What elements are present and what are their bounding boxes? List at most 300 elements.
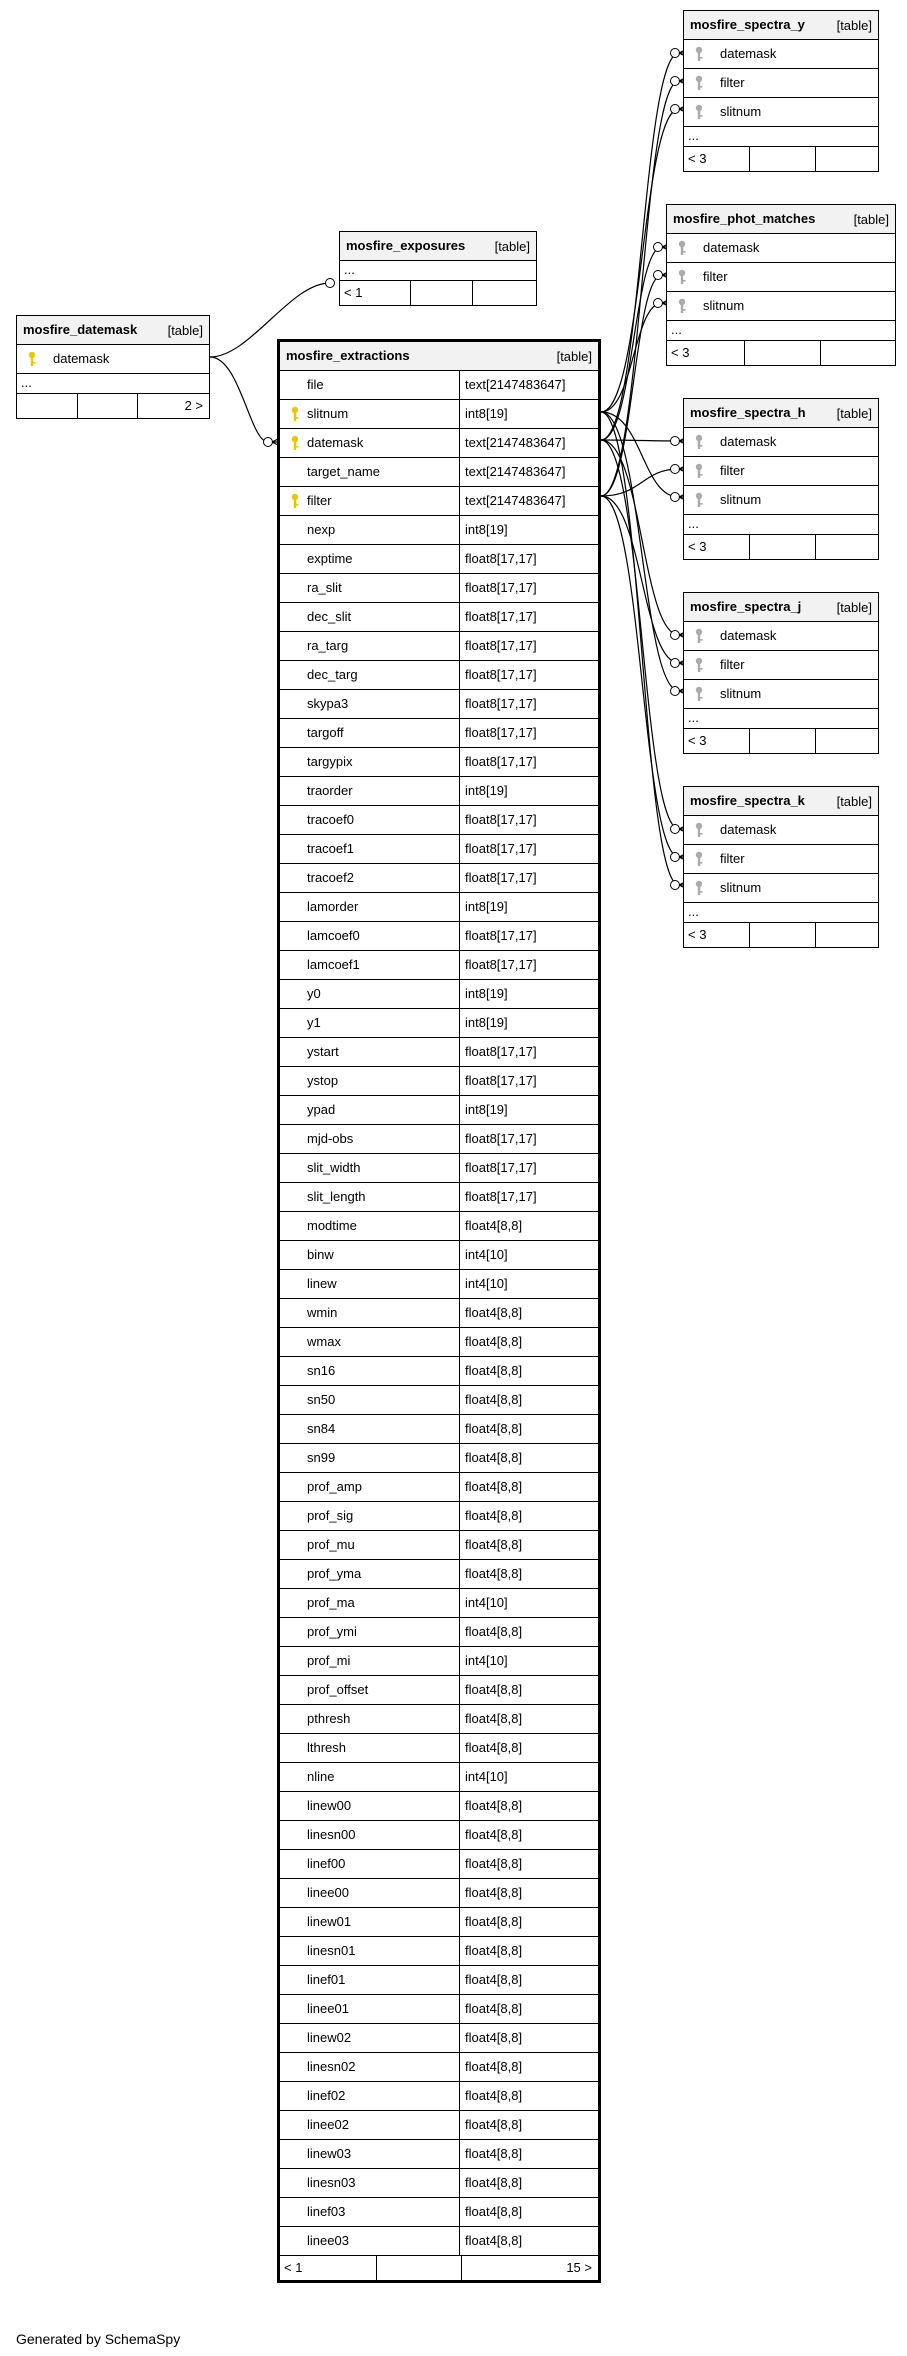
column-row[interactable] [280, 2198, 598, 2227]
more-columns [667, 321, 895, 341]
column-type: float8[17,17] [465, 609, 537, 624]
column-name: linew00 [307, 1798, 352, 1813]
column-name: target_name [307, 464, 380, 479]
table-mosfire-spectra-j[interactable] [683, 592, 879, 754]
optional-marker [264, 438, 273, 447]
column-type: int8[19] [465, 406, 508, 421]
column-row[interactable] [280, 951, 598, 980]
generated-by-footer: Generated by SchemaSpy [16, 2331, 181, 2347]
column-row[interactable] [280, 748, 598, 777]
column-type: float4[8,8] [465, 1421, 523, 1436]
column-name: linef00 [307, 1856, 346, 1871]
table-mosfire-spectra-k[interactable] [683, 786, 879, 948]
column-type: float8[17,17] [465, 928, 537, 943]
column-row[interactable] [280, 1328, 598, 1357]
column-row[interactable] [280, 1502, 598, 1531]
column-name: datemask [720, 434, 777, 449]
foreign-key-icon [693, 851, 705, 867]
optional-marker [654, 299, 663, 308]
column-type: float8[17,17] [465, 1044, 537, 1059]
column-name: ra_targ [307, 638, 349, 653]
column-name: prof_sig [307, 1508, 354, 1523]
relationship-line [601, 440, 679, 441]
column-name: linef02 [307, 2088, 346, 2103]
column-type: float4[8,8] [465, 2117, 523, 2132]
more-columns [684, 515, 878, 535]
column-row[interactable] [684, 40, 878, 69]
column-name: slit_width [307, 1160, 361, 1175]
column-name: prof_mu [307, 1537, 355, 1552]
column-type: int8[19] [465, 522, 508, 537]
column-row[interactable] [280, 545, 598, 574]
column-name: slitnum [307, 406, 349, 421]
column-row[interactable] [280, 1618, 598, 1647]
column-name: slitnum [720, 880, 762, 895]
table-header [667, 205, 895, 234]
optional-marker [326, 279, 335, 288]
column-name: y1 [307, 1015, 321, 1030]
foreign-key-icon [693, 492, 705, 508]
column-name: tracoef1 [307, 841, 354, 856]
table-mosfire-exposures[interactable] [339, 231, 537, 306]
column-row[interactable] [667, 234, 895, 263]
column-name: modtime [307, 1218, 357, 1233]
column-type: int4[10] [465, 1769, 508, 1784]
column-type: int8[19] [465, 783, 508, 798]
foreign-key-icon [676, 269, 688, 285]
table-kind: [table] [836, 18, 872, 33]
column-name: linew01 [307, 1914, 352, 1929]
column-row[interactable] [280, 1183, 598, 1212]
table-kind: [table] [853, 212, 889, 227]
column-type: float8[17,17] [465, 1073, 537, 1088]
more-columns [684, 127, 878, 147]
table-footer [17, 394, 209, 418]
column-name: ystop [307, 1073, 339, 1088]
more-columns [684, 709, 878, 729]
column-type: float8[17,17] [465, 870, 537, 885]
column-row[interactable] [280, 835, 598, 864]
column-type: float8[17,17] [465, 1131, 537, 1146]
table-header [684, 11, 878, 40]
column-row[interactable] [280, 806, 598, 835]
column-row[interactable] [280, 1734, 598, 1763]
relationship-line [601, 496, 679, 663]
optional-marker [654, 243, 663, 252]
column-row[interactable] [684, 98, 878, 127]
column-row[interactable] [684, 874, 878, 903]
column-name: prof_amp [307, 1479, 362, 1494]
column-name: nexp [307, 522, 336, 537]
column-row[interactable] [684, 457, 878, 486]
column-name: skypa3 [307, 696, 349, 711]
column-row[interactable] [280, 429, 598, 458]
ellipsis-text: ... [344, 262, 355, 277]
optional-marker [671, 493, 680, 502]
column-type: float4[8,8] [465, 2088, 523, 2103]
column-row[interactable] [280, 400, 598, 429]
column-type: float4[8,8] [465, 1885, 523, 1900]
column-type: int4[10] [465, 1247, 508, 1262]
column-row[interactable] [280, 632, 598, 661]
column-type: float4[8,8] [465, 2175, 523, 2190]
column-row[interactable] [280, 2140, 598, 2169]
column-row[interactable] [280, 1473, 598, 1502]
column-row[interactable] [684, 816, 878, 845]
column-type: float8[17,17] [465, 696, 537, 711]
foreign-key-icon [693, 628, 705, 644]
column-type: float8[17,17] [465, 754, 537, 769]
column-row[interactable] [280, 1560, 598, 1589]
column-row[interactable] [280, 864, 598, 893]
column-row[interactable] [280, 1357, 598, 1386]
ellipsis-text: ... [671, 322, 682, 337]
column-row[interactable] [280, 2024, 598, 2053]
foreign-key-icon [676, 298, 688, 314]
column-row[interactable] [280, 2111, 598, 2140]
column-row[interactable] [280, 1212, 598, 1241]
parent-count: < 3 [688, 927, 707, 942]
ellipsis-text: ... [688, 128, 699, 143]
column-type: float8[17,17] [465, 1189, 537, 1204]
column-row[interactable] [280, 661, 598, 690]
column-name: linee00 [307, 1885, 349, 1900]
column-type: float4[8,8] [465, 1450, 523, 1465]
column-row[interactable] [684, 622, 878, 651]
column-row[interactable] [684, 428, 878, 457]
column-row[interactable] [280, 1995, 598, 2024]
table-kind: [table] [494, 239, 530, 254]
column-name: slitnum [720, 686, 762, 701]
column-name: tracoef2 [307, 870, 354, 885]
optional-marker [671, 465, 680, 474]
column-name: datemask [720, 46, 777, 61]
column-row[interactable] [280, 690, 598, 719]
column-name: targoff [307, 725, 344, 740]
column-row[interactable] [667, 263, 895, 292]
column-name: filter [720, 657, 745, 672]
table-kind: [table] [167, 323, 203, 338]
column-type: float8[17,17] [465, 841, 537, 856]
column-type: float4[8,8] [465, 1566, 523, 1581]
relationship-line [210, 357, 268, 442]
column-name: nline [307, 1769, 335, 1784]
column-row[interactable] [280, 516, 598, 545]
table-footer [340, 281, 536, 305]
foreign-key-icon [693, 880, 705, 896]
column-row[interactable] [280, 1270, 598, 1299]
column-type: float8[17,17] [465, 957, 537, 972]
column-type: float4[8,8] [465, 1508, 523, 1523]
column-row[interactable] [280, 1096, 598, 1125]
column-row[interactable] [280, 2082, 598, 2111]
table-footer [684, 923, 878, 947]
column-type: float4[8,8] [465, 1856, 523, 1871]
column-name: wmin [307, 1305, 338, 1320]
table-footer [684, 535, 878, 559]
column-type: float4[8,8] [465, 1537, 523, 1552]
table-name: mosfire_spectra_k [690, 793, 805, 808]
column-type: float4[8,8] [465, 1711, 523, 1726]
column-name: dec_slit [307, 609, 352, 624]
column-name: datemask [307, 435, 364, 450]
column-type: float4[8,8] [465, 1363, 523, 1378]
column-name: traorder [307, 783, 353, 798]
column-name: pthresh [307, 1711, 351, 1726]
column-type: float4[8,8] [465, 1682, 523, 1697]
column-type: float4[8,8] [465, 2059, 523, 2074]
foreign-key-icon [693, 434, 705, 450]
column-name: linew02 [307, 2030, 352, 2045]
ellipsis-text: ... [688, 904, 699, 919]
column-row[interactable] [280, 2169, 598, 2198]
column-name: linee02 [307, 2117, 349, 2132]
column-name: mjd-obs [307, 1131, 354, 1146]
column-row[interactable] [280, 1908, 598, 1937]
column-row[interactable] [684, 680, 878, 709]
column-row[interactable] [280, 1038, 598, 1067]
table-name: mosfire_exposures [346, 238, 466, 253]
column-type: int4[10] [465, 1595, 508, 1610]
relationship-line [601, 496, 679, 857]
table-mosfire-datemask[interactable] [16, 315, 210, 419]
column-type: float4[8,8] [465, 1624, 523, 1639]
table-kind: [table] [556, 349, 592, 364]
column-type: float4[8,8] [465, 1798, 523, 1813]
more-columns [684, 903, 878, 923]
table-kind: [table] [836, 600, 872, 615]
column-type: float8[17,17] [465, 1160, 537, 1175]
column-row[interactable] [280, 1937, 598, 1966]
table-kind: [table] [836, 794, 872, 809]
column-row[interactable] [280, 922, 598, 951]
column-type: int4[10] [465, 1276, 508, 1291]
table-kind: [table] [836, 406, 872, 421]
column-name: datemask [720, 628, 777, 643]
column-type: float8[17,17] [465, 725, 537, 740]
column-name: prof_mi [307, 1653, 351, 1668]
table-name: mosfire_datemask [23, 322, 138, 337]
optional-marker [671, 437, 680, 446]
optional-marker [671, 631, 680, 640]
table-header [340, 232, 536, 261]
column-type: float4[8,8] [465, 1392, 523, 1407]
parent-count: < 3 [688, 733, 707, 748]
optional-marker [671, 659, 680, 668]
column-name: exptime [307, 551, 353, 566]
column-name: file [307, 377, 324, 392]
table-header [684, 399, 878, 428]
optional-marker [671, 825, 680, 834]
column-type: float4[8,8] [465, 1740, 523, 1755]
column-row[interactable] [280, 2053, 598, 2082]
column-name: slit_length [307, 1189, 366, 1204]
relationship-line [601, 412, 679, 691]
parent-count: < 1 [344, 285, 363, 300]
column-name: y0 [307, 986, 321, 1001]
table-name: mosfire_extractions [286, 348, 410, 363]
column-type: int8[19] [465, 986, 508, 1001]
column-name: linesn02 [307, 2059, 356, 2074]
table-header [684, 593, 878, 622]
column-type: text[2147483647] [465, 377, 566, 392]
column-row[interactable] [280, 603, 598, 632]
column-name: filter [720, 851, 745, 866]
foreign-key-icon [693, 463, 705, 479]
table-header [684, 787, 878, 816]
column-name: tracoef0 [307, 812, 354, 827]
column-row[interactable] [280, 1009, 598, 1038]
column-row[interactable] [280, 777, 598, 806]
column-type: float4[8,8] [465, 1218, 523, 1233]
foreign-key-icon [693, 822, 705, 838]
parent-count: < 1 [284, 2260, 303, 2275]
table-mosfire-extractions[interactable] [277, 339, 601, 2283]
column-name: linef03 [307, 2204, 346, 2219]
table-header [17, 316, 209, 345]
column-row[interactable] [280, 1647, 598, 1676]
table-name: mosfire_spectra_y [690, 17, 805, 32]
column-name: slitnum [720, 104, 762, 119]
column-name: prof_ymi [307, 1624, 357, 1639]
column-row[interactable] [280, 2227, 598, 2256]
column-row[interactable] [280, 1763, 598, 1792]
column-row[interactable] [280, 1850, 598, 1879]
ellipsis-text: ... [21, 375, 32, 390]
column-row[interactable] [280, 1299, 598, 1328]
column-type: float4[8,8] [465, 2204, 523, 2219]
table-mosfire-spectra-y[interactable] [683, 10, 879, 172]
column-name: slitnum [703, 298, 745, 313]
column-type: float4[8,8] [465, 2030, 523, 2045]
column-type: float4[8,8] [465, 1334, 523, 1349]
column-row[interactable] [280, 1125, 598, 1154]
column-row[interactable] [280, 1386, 598, 1415]
foreign-key-icon [676, 240, 688, 256]
column-type: float4[8,8] [465, 2233, 523, 2248]
column-type: float4[8,8] [465, 1479, 523, 1494]
column-name: filter [703, 269, 728, 284]
column-name: prof_ma [307, 1595, 355, 1610]
column-type: float8[17,17] [465, 667, 537, 682]
primary-key-icon [26, 351, 38, 367]
column-type: int8[19] [465, 1102, 508, 1117]
column-name: lamcoef0 [307, 928, 360, 943]
column-row[interactable] [684, 845, 878, 874]
column-row[interactable] [280, 1705, 598, 1734]
column-row[interactable] [684, 651, 878, 680]
column-row[interactable] [280, 458, 598, 487]
column-row[interactable] [684, 69, 878, 98]
ellipsis-text: ... [688, 710, 699, 725]
column-row[interactable] [280, 1154, 598, 1183]
column-row[interactable] [684, 486, 878, 515]
column-name: slitnum [720, 492, 762, 507]
table-mosfire-phot-matches[interactable] [666, 204, 896, 366]
column-name: sn99 [307, 1450, 336, 1465]
optional-marker [671, 49, 680, 58]
column-row[interactable] [280, 1589, 598, 1618]
column-type: float4[8,8] [465, 1914, 523, 1929]
column-row[interactable] [280, 1444, 598, 1473]
column-row[interactable] [280, 1966, 598, 1995]
foreign-key-icon [693, 46, 705, 62]
column-name: filter [720, 463, 745, 478]
column-type: float8[17,17] [465, 638, 537, 653]
column-name: linee03 [307, 2233, 349, 2248]
column-type: float8[17,17] [465, 551, 537, 566]
column-name: wmax [307, 1334, 341, 1349]
more-columns [17, 374, 209, 394]
parent-count: < 3 [688, 151, 707, 166]
foreign-key-icon [693, 686, 705, 702]
optional-marker [671, 77, 680, 86]
column-row[interactable] [280, 574, 598, 603]
column-row[interactable] [280, 1241, 598, 1270]
column-row[interactable] [17, 345, 209, 374]
column-type: float4[8,8] [465, 1827, 523, 1842]
column-type: float4[8,8] [465, 1972, 523, 1987]
column-row[interactable] [280, 371, 598, 400]
column-name: linef01 [307, 1972, 346, 1987]
column-row[interactable] [280, 893, 598, 922]
parent-count: < 3 [671, 345, 690, 360]
column-name: ra_slit [307, 580, 342, 595]
column-name: sn16 [307, 1363, 336, 1378]
column-name: ypad [307, 1102, 336, 1117]
column-name: targypix [307, 754, 353, 769]
column-row[interactable] [280, 1821, 598, 1850]
parent-count: < 3 [688, 539, 707, 554]
column-name: dec_targ [307, 667, 358, 682]
ellipsis-text: ... [688, 516, 699, 531]
table-mosfire-spectra-h[interactable] [683, 398, 879, 560]
column-name: lthresh [307, 1740, 347, 1755]
column-type: text[2147483647] [465, 464, 566, 479]
key-icon [289, 435, 301, 451]
column-row[interactable] [667, 292, 895, 321]
column-row[interactable] [280, 1676, 598, 1705]
column-row[interactable] [280, 1879, 598, 1908]
column-type: float8[17,17] [465, 580, 537, 595]
column-name: sn84 [307, 1421, 336, 1436]
table-footer [684, 147, 878, 171]
key-icon [289, 493, 301, 509]
column-type: int8[19] [465, 899, 508, 914]
column-row[interactable] [280, 719, 598, 748]
column-row[interactable] [280, 1531, 598, 1560]
column-row[interactable] [280, 980, 598, 1009]
column-name: filter [720, 75, 745, 90]
column-row[interactable] [280, 1067, 598, 1096]
child-count: 15 > [566, 2260, 592, 2275]
relationship-line [601, 247, 662, 440]
column-row[interactable] [280, 1792, 598, 1821]
column-type: float4[8,8] [465, 1305, 523, 1320]
column-name: ystart [307, 1044, 339, 1059]
foreign-key-icon [693, 657, 705, 673]
column-name: linesn03 [307, 2175, 356, 2190]
column-row[interactable] [280, 1415, 598, 1444]
column-type: text[2147483647] [465, 435, 566, 450]
column-type: text[2147483647] [465, 493, 566, 508]
column-name: datemask [53, 351, 110, 366]
column-name: linew03 [307, 2146, 352, 2161]
optional-marker [654, 271, 663, 280]
column-row[interactable] [280, 487, 598, 516]
column-name: lamorder [307, 899, 359, 914]
table-name: mosfire_phot_matches [673, 211, 816, 226]
